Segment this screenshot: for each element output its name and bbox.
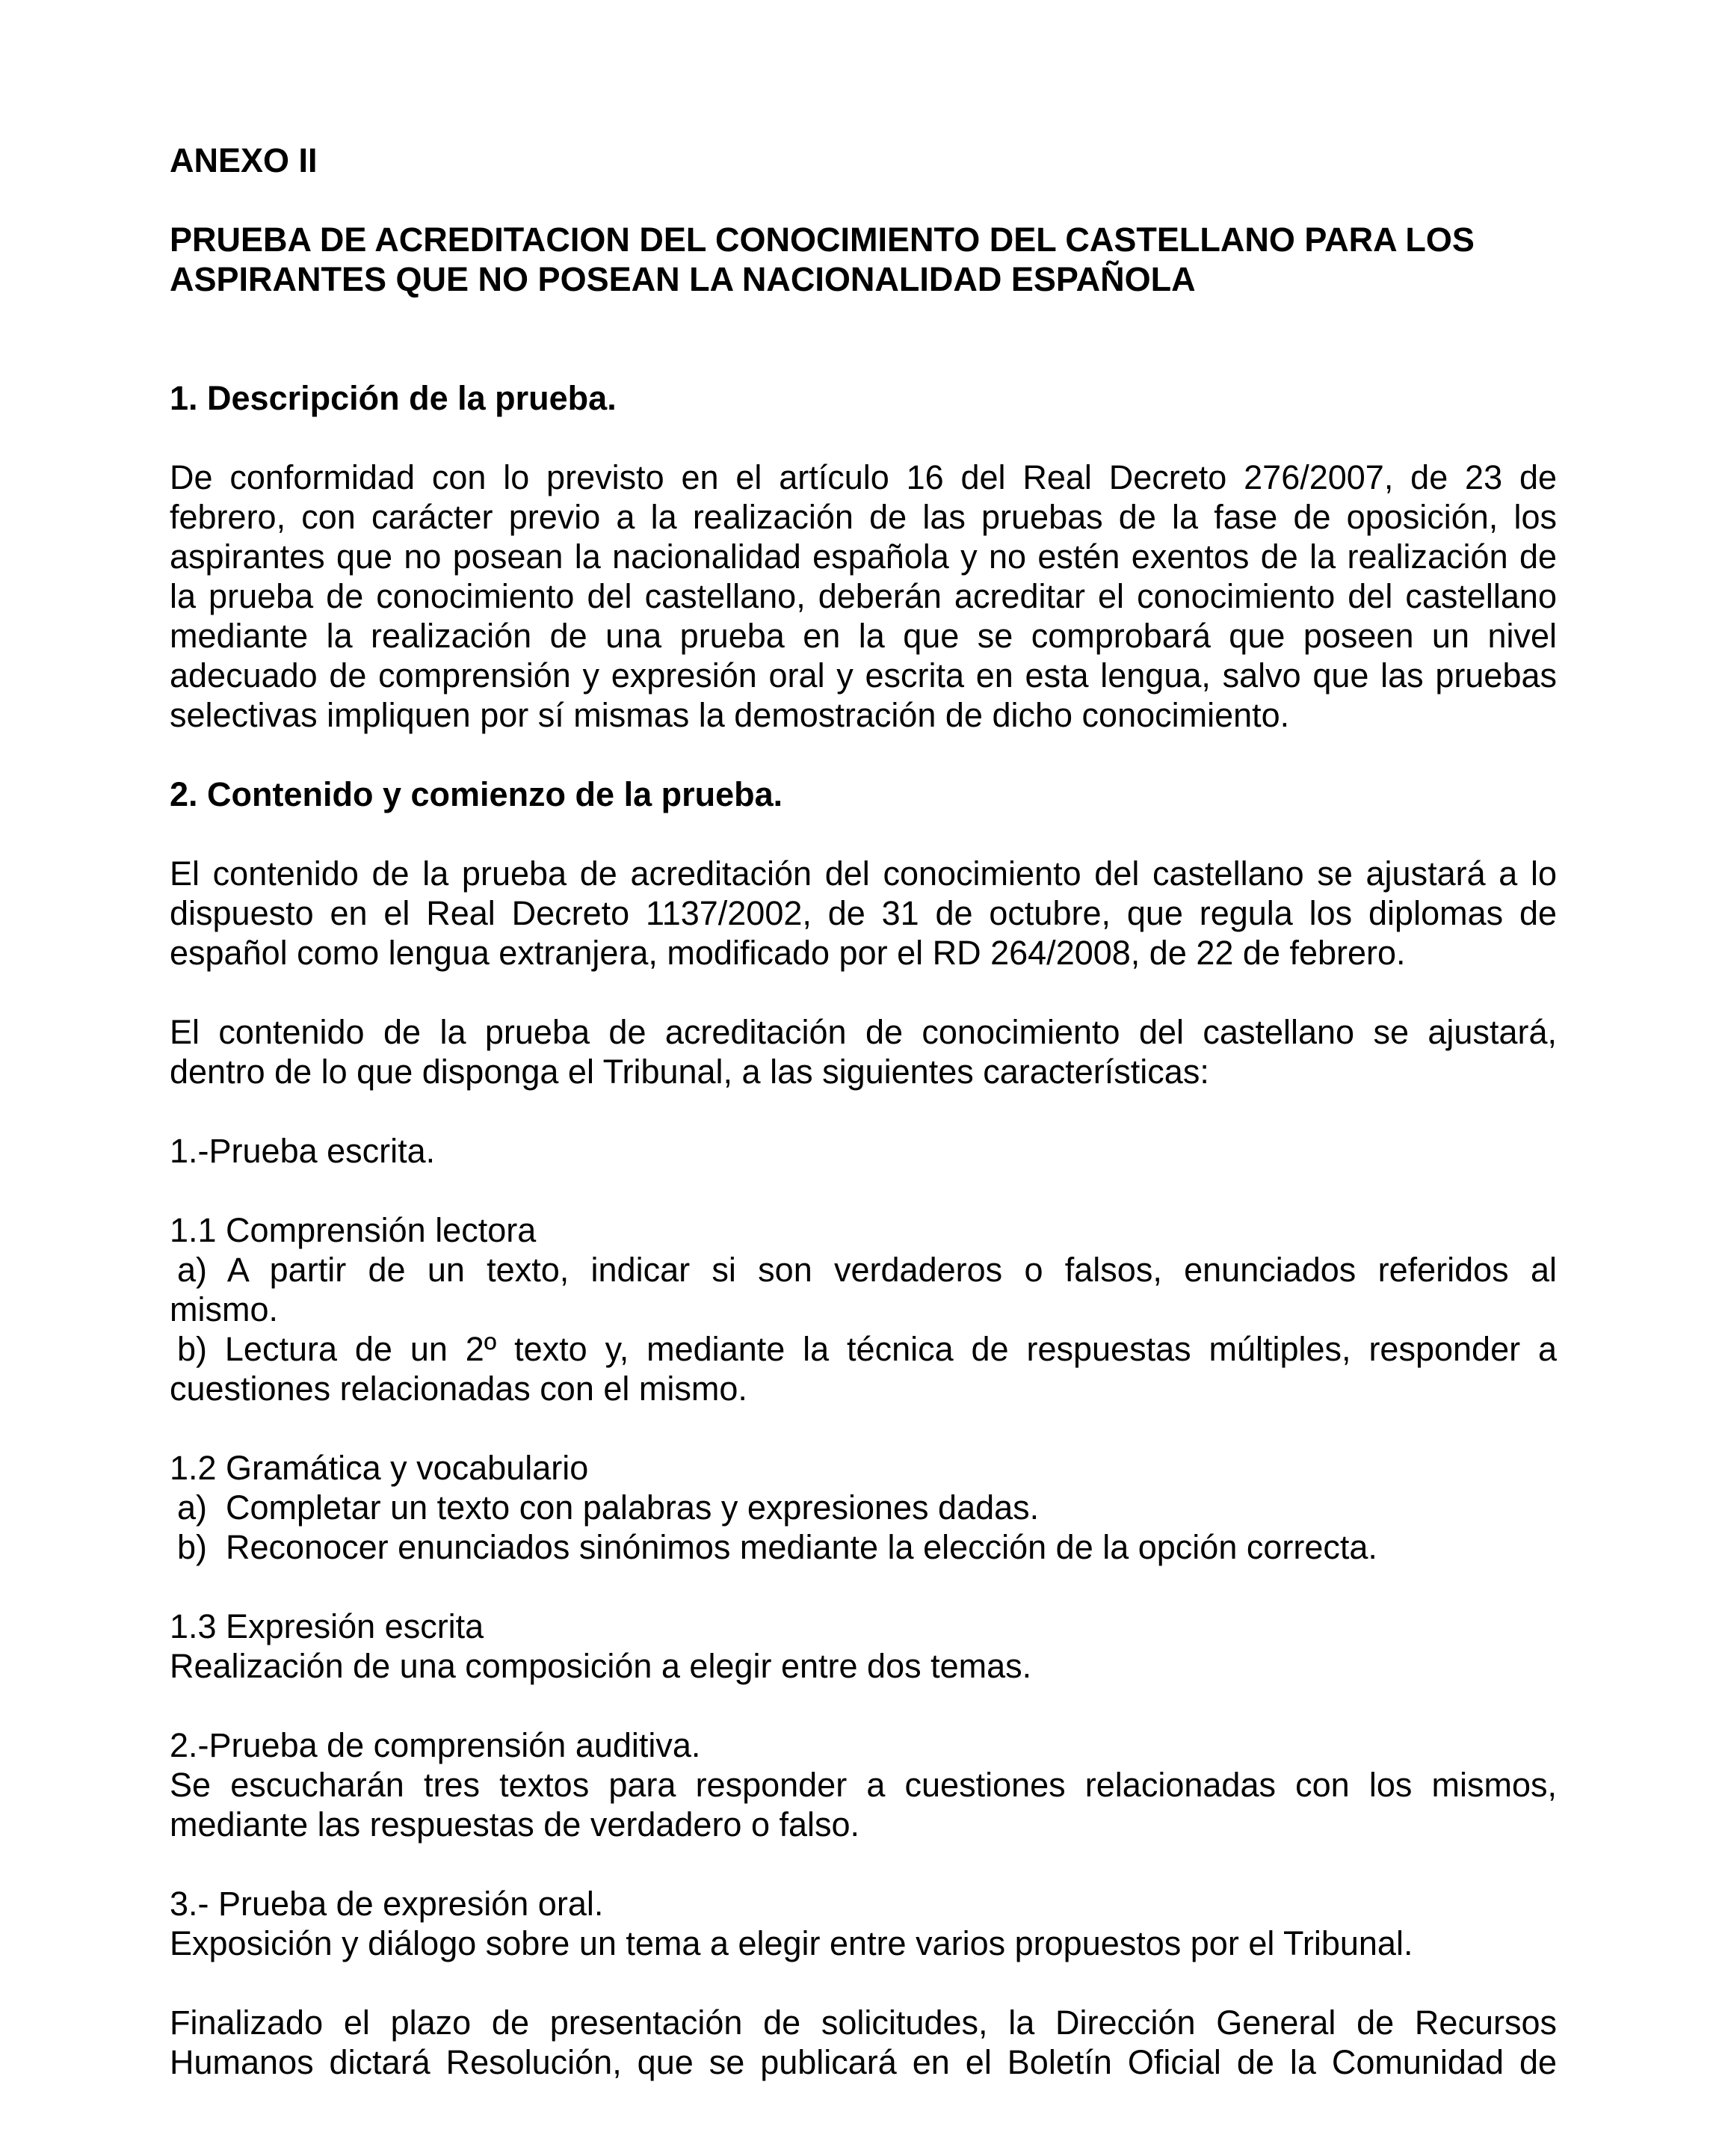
text-line: mediante las respuestas de verdadero o falso. [170,1805,860,1844]
item-prueba-auditiva [170,1725,1557,1844]
text-line: b) Reconocer enunciados sinónimos mediante la elección de la opción correcta. [177,1528,1377,1566]
document-content [170,141,1557,2082]
text-line: adecuado de comprensión y expresión oral y escrita en esta lengua, salvo que las pruebas [170,656,1557,694]
item-prueba-escrita [170,1131,1557,1171]
text-line: ANEXO II [170,141,318,179]
text-line: cuestiones relacionadas con el mismo. [170,1370,747,1408]
text-line: aspirantes que no posean la nacionalidad española y no estén exentos de la realización de [170,538,1557,576]
paragraph-final [170,2003,1557,2082]
text-line: 3.- Prueba de expresión oral. [170,1885,604,1923]
text-line: 1. Descripción de la prueba. [170,379,617,417]
text-line: Humanos dictará Resolución, que se publicará en el Boletín Oficial de la Comunidad de [170,2043,1557,2081]
text-line: PRUEBA DE ACREDITACION DEL CONOCIMIENTO DEL CASTELLANO PARA LOS [170,221,1475,259]
text-line: Exposición y diálogo sobre un tema a elegir entre varios propuestos por el Tribunal. [170,1924,1413,1962]
text-line: 1.2 Gramática y vocabulario [170,1449,589,1487]
text-line: febrero, con carácter previo a la realización de las pruebas de la fase de oposición, los [170,498,1557,536]
text-line: selectivas impliquen por sí mismas la demostración de dicho conocimiento. [170,696,1290,734]
annex-heading [170,141,1557,180]
text-line: 1.-Prueba escrita. [170,1132,436,1170]
text-line: la prueba de conocimiento del castellano, deberán acreditar el conocimiento del castellano [170,577,1557,615]
document-title [170,220,1557,299]
text-line: 1.3 Expresión escrita [170,1607,484,1645]
text-line: Realización de una composición a elegir entre dos temas. [170,1647,1032,1685]
subsection-1-3 [170,1607,1557,1686]
text-line: 1.1 Comprensión lectora [170,1211,537,1249]
section-heading-1 [170,378,1557,418]
text-line: a) Completar un texto con palabras y expresiones dadas. [177,1488,1040,1527]
paragraph-intro [170,458,1557,735]
text-line: a) A partir de un texto, indicar si son verdaderos o falsos, enunciados referidos al [177,1251,1557,1289]
text-line: El contenido de la prueba de acreditación de conocimiento del castellano se ajustará, [170,1013,1557,1051]
text-line: dentro de lo que disponga el Tribunal, a las siguientes características: [170,1053,1209,1091]
text-line: español como lengua extranjera, modificado por el RD 264/2008, de 22 de febrero. [170,934,1406,972]
text-line: b) Lectura de un 2º texto y, mediante la técnica de respuestas múltiples, responder a [177,1330,1557,1368]
subsection-1-1 [170,1210,1557,1408]
text-line: 2.-Prueba de comprensión auditiva. [170,1726,701,1764]
paragraph-tribunal [170,1012,1557,1091]
subsection-1-2 [170,1448,1557,1567]
text-line: Se escucharán tres textos para responder a cuestiones relacionadas con los mismos, [170,1766,1557,1804]
text-line: mediante la realización de una prueba en la que se comprobará que poseen un nivel [170,617,1557,655]
text-line: mismo. [170,1290,278,1328]
section-heading-2 [170,774,1557,814]
paragraph-real-decreto [170,854,1557,973]
text-line: De conformidad con lo previsto en el artículo 16 del Real Decreto 276/2007, de 23 de [170,458,1557,496]
text-line: 2. Contenido y comienzo de la prueba. [170,775,783,813]
text-line: El contenido de la prueba de acreditación del conocimiento del castellano se ajustará a lo [170,854,1557,893]
item-prueba-oral [170,1884,1557,1963]
text-line: Finalizado el plazo de presentación de solicitudes, la Dirección General de Recursos [170,2003,1557,2042]
text-line: ASPIRANTES QUE NO POSEAN LA NACIONALIDAD ESPAÑOLA [170,260,1196,298]
text-line: dispuesto en el Real Decreto 1137/2002, de 31 de octubre, que regula los diplomas de [170,894,1557,932]
